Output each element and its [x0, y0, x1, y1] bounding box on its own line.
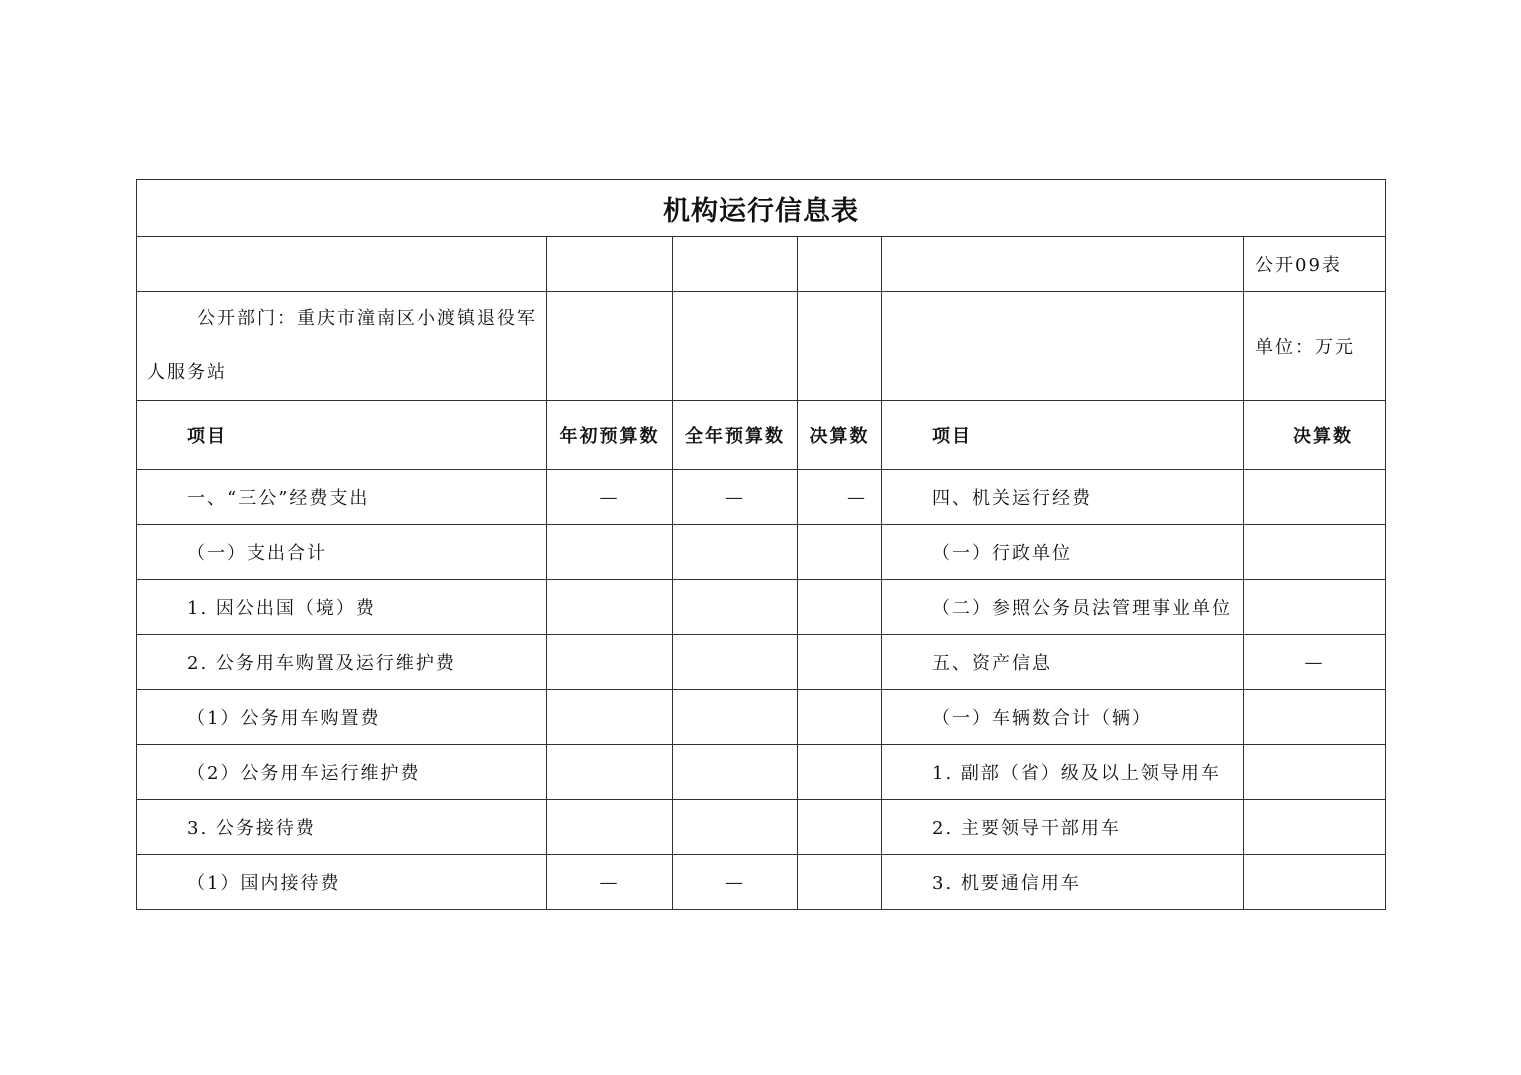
table-row [137, 470, 1386, 525]
table-row [137, 580, 1386, 635]
final-value [798, 690, 882, 745]
unit-label: 单位：万元 [1244, 292, 1386, 401]
initial-budget-value [547, 800, 673, 855]
blank-cell [547, 292, 673, 401]
final-value [798, 800, 882, 855]
table-title: 机构运行信息表 [137, 180, 1386, 237]
blank-cell [137, 237, 547, 292]
initial-budget-value [547, 690, 673, 745]
initial-budget-value: — [547, 855, 673, 910]
final-value [798, 855, 882, 910]
table-row [137, 800, 1386, 855]
header-budget-initial: 年初预算数 [547, 401, 673, 470]
blank-cell [798, 237, 882, 292]
initial-budget-value [547, 745, 673, 800]
header-row [137, 401, 1386, 470]
initial-budget-value [547, 635, 673, 690]
blank-cell [798, 292, 882, 401]
table-row [137, 525, 1386, 580]
final-value: — [798, 470, 882, 525]
blank-cell [882, 292, 1244, 401]
right-item: 2. 主要领导干部用车 [882, 800, 1244, 855]
blank-cell [547, 237, 673, 292]
blank-cell [882, 237, 1244, 292]
full-budget-value: — [673, 470, 798, 525]
left-item: 2. 公务用车购置及运行维护费 [137, 635, 547, 690]
final-value [798, 580, 882, 635]
right-final-value [1244, 800, 1386, 855]
left-item: （1）公务用车购置费 [137, 690, 547, 745]
right-item: （一）车辆数合计（辆） [882, 690, 1244, 745]
right-item: （二）参照公务员法管理事业单位 [882, 580, 1244, 635]
header-final-left: 决算数 [798, 401, 882, 470]
final-value [798, 635, 882, 690]
title-row [137, 180, 1386, 237]
department-label: 公开部门：重庆市潼南区小渡镇退役军人服务站 [137, 292, 547, 401]
full-budget-value [673, 690, 798, 745]
left-item: 一、“三公”经费支出 [137, 470, 547, 525]
table-row [137, 635, 1386, 690]
blank-cell [673, 237, 798, 292]
table-row [137, 855, 1386, 910]
header-item-left: 项目 [137, 401, 547, 470]
initial-budget-value [547, 580, 673, 635]
right-item: 五、资产信息 [882, 635, 1244, 690]
right-item: 3. 机要通信用车 [882, 855, 1244, 910]
blank-cell [673, 292, 798, 401]
right-final-value [1244, 525, 1386, 580]
initial-budget-value: — [547, 470, 673, 525]
right-final-value [1244, 470, 1386, 525]
table-code: 公开09表 [1244, 237, 1386, 292]
left-item: （一）支出合计 [137, 525, 547, 580]
right-final-value [1244, 690, 1386, 745]
final-value [798, 525, 882, 580]
full-budget-value [673, 525, 798, 580]
right-item: （一）行政单位 [882, 525, 1244, 580]
final-value [798, 745, 882, 800]
right-final-value [1244, 580, 1386, 635]
full-budget-value: — [673, 855, 798, 910]
right-final-value [1244, 745, 1386, 800]
full-budget-value [673, 635, 798, 690]
table-row [137, 745, 1386, 800]
department-row [137, 292, 1386, 401]
right-final-value: — [1244, 635, 1386, 690]
left-item: 1. 因公出国（境）费 [137, 580, 547, 635]
right-item: 1. 副部（省）级及以上领导用车 [882, 745, 1244, 800]
full-budget-value [673, 580, 798, 635]
header-final-right: 决算数 [1244, 401, 1386, 470]
full-budget-value [673, 800, 798, 855]
header-budget-full: 全年预算数 [673, 401, 798, 470]
left-item: （1）国内接待费 [137, 855, 547, 910]
right-item: 四、机关运行经费 [882, 470, 1244, 525]
header-item-right: 项目 [882, 401, 1244, 470]
full-budget-value [673, 745, 798, 800]
left-item: 3. 公务接待费 [137, 800, 547, 855]
table-row [137, 690, 1386, 745]
institution-operation-table [136, 179, 1386, 910]
initial-budget-value [547, 525, 673, 580]
code-row [137, 237, 1386, 292]
left-item: （2）公务用车运行维护费 [137, 745, 547, 800]
right-final-value [1244, 855, 1386, 910]
